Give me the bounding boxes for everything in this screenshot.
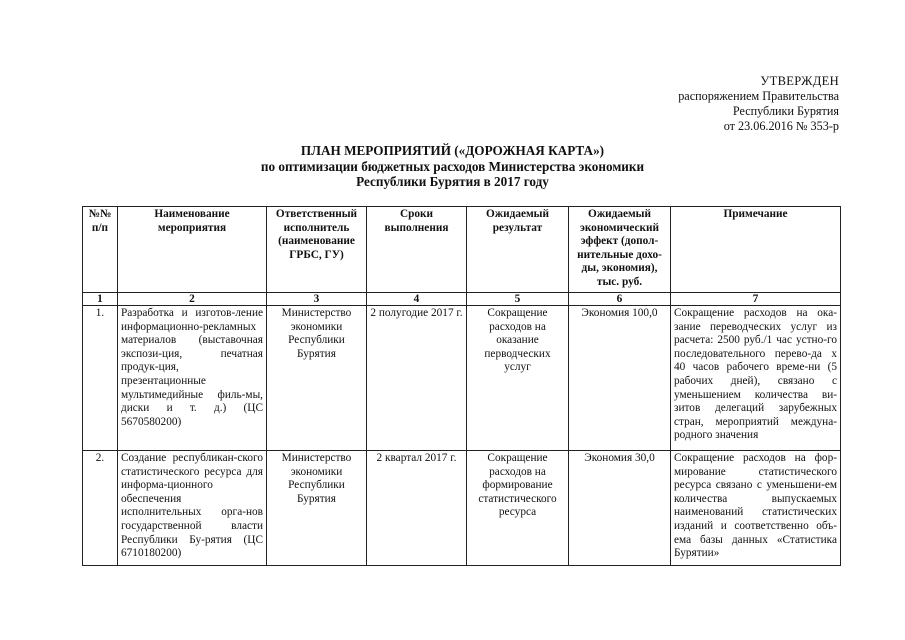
header-effect: Ожидаемый экономический эффект (допол-нительные дохо-ды, экономия), тыс. руб. bbox=[569, 207, 671, 293]
table-header-row bbox=[83, 207, 841, 293]
title-line-2: по оптимизации бюджетных расходов Министерства экономики bbox=[260, 158, 645, 174]
approval-stamp bbox=[678, 74, 839, 134]
column-number: 3 bbox=[267, 293, 367, 306]
note: Сокращение расходов на ока-зание переводческих услуг из расчета: 2500 руб./1 час устно-го последовательного перево-да х 40 часов рабочего време-ни (5 рабочих дней), связано с уменьшением количества ви-зитов делегаций зарубежных стран, мероприятий междуна-родного значения bbox=[671, 306, 841, 451]
document-title bbox=[0, 143, 905, 190]
header-number: №№ п/п bbox=[83, 207, 118, 293]
column-number: 4 bbox=[367, 293, 467, 306]
table-row bbox=[83, 306, 841, 451]
row-number: 1. bbox=[83, 306, 118, 451]
approval-line-1: распоряжением Правительства bbox=[678, 89, 839, 103]
column-number: 5 bbox=[467, 293, 569, 306]
note: Сокращение расходов на фор-мирование статистического ресурса связано с уменьшени-ем количества выпускаемых наименований статистических изданий и соответственно объ-ема базы данных «Статистика Бурятии» bbox=[671, 451, 841, 566]
header-result: Ожидаемый результат bbox=[467, 207, 569, 293]
title-line-3: Республики Бурятия в 2017 году bbox=[356, 174, 549, 189]
measure-name: Разработка и изготов-ление информационно-рекламных материалов (выставочная экспози-ция, печатная продук-ция, презентационные мультимедийные филь-мы, диски и т. д.) (ЦС 5670580200) bbox=[118, 306, 267, 451]
approval-line-2: Республики Бурятия bbox=[732, 104, 839, 118]
column-number-row bbox=[83, 293, 841, 306]
header-name: Наименование мероприятия bbox=[118, 207, 267, 293]
column-number: 2 bbox=[118, 293, 267, 306]
economic-effect: Экономия 100,0 bbox=[569, 306, 671, 451]
approval-status: УТВЕРЖДЕН bbox=[760, 74, 839, 88]
expected-result: Сокращение расходов на оказание перводческих услуг bbox=[467, 306, 569, 451]
plan-table bbox=[82, 206, 841, 566]
header-note: Примечание bbox=[671, 207, 841, 293]
table-row bbox=[83, 451, 841, 566]
column-number: 7 bbox=[671, 293, 841, 306]
row-number: 2. bbox=[83, 451, 118, 566]
economic-effect: Экономия 30,0 bbox=[569, 451, 671, 566]
measure-name: Создание республикан-ского статистического ресурса для информа-ционного обеспечения исполнительных орга-нов государственной власти Республики Бу-рятия (ЦС 6710180200) bbox=[118, 451, 267, 566]
column-number: 1 bbox=[83, 293, 118, 306]
execution-term: 2 полугодие 2017 г. bbox=[367, 306, 467, 451]
approval-line-3: от 23.06.2016 № 353-р bbox=[723, 119, 839, 133]
title-line-1: ПЛАН МЕРОПРИЯТИЙ («ДОРОЖНАЯ КАРТА») bbox=[300, 143, 605, 158]
execution-term: 2 квартал 2017 г. bbox=[367, 451, 467, 566]
responsible-executor: Министерство экономики Республики Бурятия bbox=[267, 451, 367, 566]
expected-result: Сокращение расходов на формирование статистического ресурса bbox=[467, 451, 569, 566]
header-responsible: Ответственный исполнитель (наименование ГРБС, ГУ) bbox=[267, 207, 367, 293]
header-term: Сроки выполнения bbox=[367, 207, 467, 293]
column-number: 6 bbox=[569, 293, 671, 306]
responsible-executor: Министерство экономики Республики Бурятия bbox=[267, 306, 367, 451]
